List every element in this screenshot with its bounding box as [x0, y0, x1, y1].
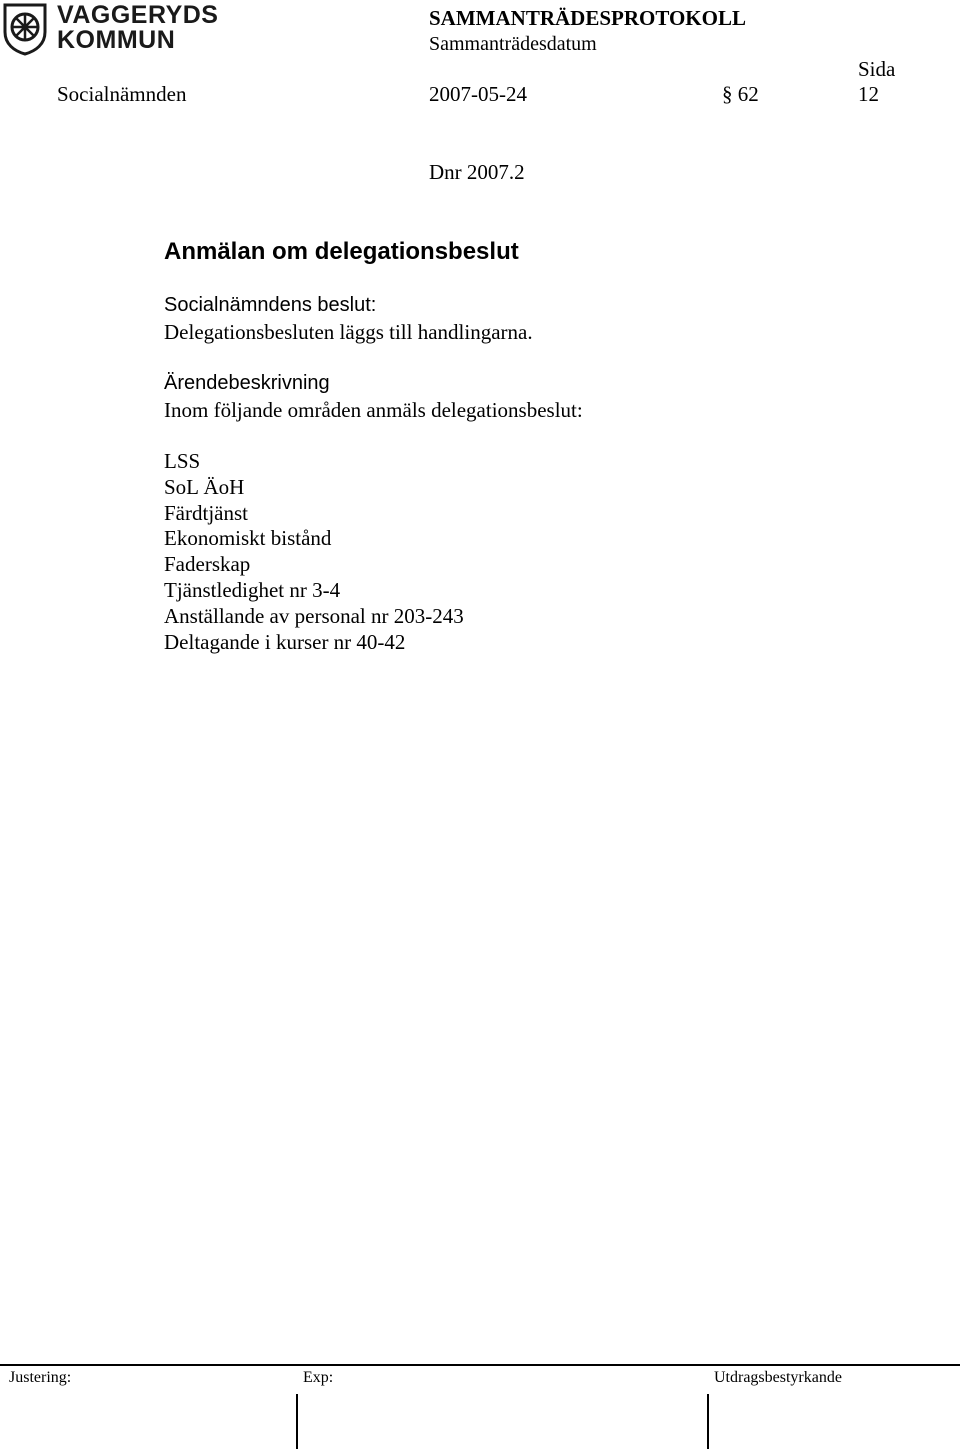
description-text: Inom följande områden anmäls delegationsbeslut:	[164, 398, 583, 422]
footer-justering-label: Justering:	[9, 1369, 72, 1386]
decision-heading: Socialnämndens beslut:	[164, 294, 377, 316]
footer-column-divider	[707, 1394, 709, 1449]
footer-exp-label: Exp:	[303, 1369, 334, 1386]
paragraph-number: § 62	[722, 82, 759, 106]
list-item: Anställande av personal nr 203-243	[164, 603, 464, 628]
logo-line-2: KOMMUN	[57, 26, 176, 54]
decision-text: Delegationsbesluten läggs till handlingarna.	[164, 320, 533, 344]
page-number: 12	[858, 82, 879, 106]
list-item: Deltagande i kurser nr 40-42	[164, 629, 406, 654]
municipality-name	[57, 3, 217, 53]
footer-column-divider	[296, 1394, 298, 1449]
protocol-title: SAMMANTRÄDESPROTOKOLL	[429, 6, 746, 30]
list-item: Färdtjänst	[164, 500, 248, 525]
footer-utdrag-label: Utdragsbestyrkande	[714, 1369, 842, 1386]
list-item: Ekonomiskt bistånd	[164, 526, 332, 551]
municipality-logo-icon	[2, 2, 48, 56]
list-item: SoL ÄoH	[164, 474, 245, 499]
page-label: Sida	[858, 57, 896, 81]
footer-divider	[0, 1364, 960, 1366]
delegation-areas-list	[164, 449, 464, 655]
case-title: Anmälan om delegationsbeslut	[164, 238, 519, 265]
meeting-date-label: Sammanträdesdatum	[429, 33, 597, 55]
list-item: Faderskap	[164, 552, 251, 577]
list-item: LSS	[164, 449, 201, 473]
committee-name: Socialnämnden	[57, 82, 187, 106]
description-heading: Ärendebeskrivning	[164, 372, 330, 394]
logo-line-1: VAGGERYDS	[57, 1, 219, 29]
case-number: Dnr 2007.2	[429, 160, 525, 184]
meeting-date: 2007-05-24	[429, 82, 527, 106]
list-item: Tjänstledighet nr 3-4	[164, 577, 341, 602]
